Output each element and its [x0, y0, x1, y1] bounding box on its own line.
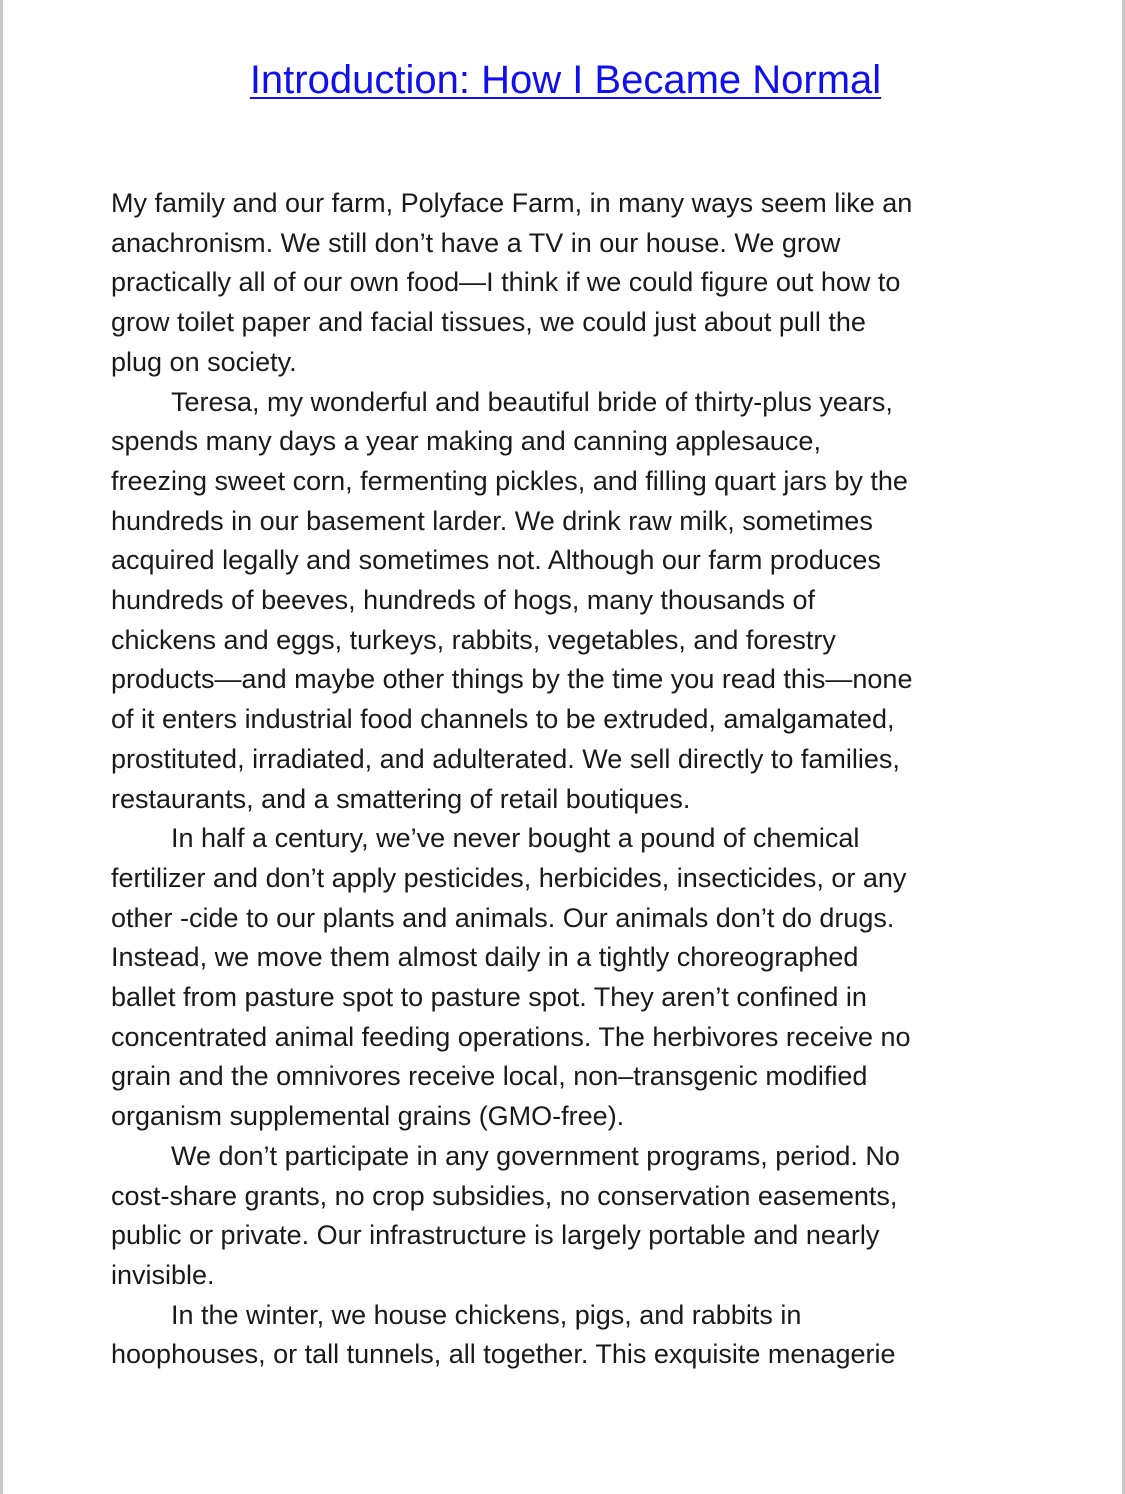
chapter-title-link[interactable]: Introduction: How I Became Normal: [249, 58, 882, 102]
text-line: hundreds of beeves, hundreds of hogs, many thousands of: [111, 585, 815, 616]
text-line: prostituted, irradiated, and adulterated. We sell directly to families,: [111, 743, 900, 774]
text-line: restaurants, and a smattering of retail boutiques.: [111, 783, 691, 814]
text-line: Teresa, my wonderful and beautiful bride of thirty-plus years,: [171, 386, 893, 417]
paragraph-3: [111, 819, 1016, 1137]
text-line: invisible.: [111, 1259, 215, 1290]
paragraph-1: [111, 184, 1016, 383]
text-line: cost-share grants, no crop subsidies, no conservation easements,: [111, 1180, 898, 1211]
text-line: organism supplemental grains (GMO-free).: [111, 1101, 625, 1132]
text-line: Instead, we move them almost daily in a tightly choreographed: [111, 942, 859, 973]
text-line: hundreds in our basement larder. We drink raw milk, sometimes: [111, 505, 873, 536]
text-line: anachronism. We still don’t have a TV in our house. We grow: [111, 227, 841, 258]
text-line: public or private. Our infrastructure is largely portable and nearly: [111, 1220, 880, 1251]
text-line: chickens and eggs, turkeys, rabbits, vegetables, and forestry: [111, 624, 836, 655]
text-line: practically all of our own food—I think if we could figure out how to: [111, 267, 901, 298]
paragraph-2: [111, 383, 1016, 820]
chapter-title: [3, 56, 1125, 104]
text-line: plug on society.: [111, 346, 297, 377]
text-line: fertilizer and don’t apply pesticides, herbicides, insecticides, or any: [111, 862, 907, 893]
text-line: of it enters industrial food channels to be extruded, amalgamated,: [111, 704, 895, 735]
paragraph-5: [111, 1296, 1016, 1375]
text-line: concentrated animal feeding operations. The herbivores receive no: [111, 1021, 911, 1052]
text-line: In the winter, we house chickens, pigs, and rabbits in: [171, 1299, 802, 1330]
text-line: In half a century, we’ve never bought a pound of chemical: [171, 823, 860, 854]
text-line: products—and maybe other things by the time you read this—none: [111, 664, 913, 695]
text-line: We don’t participate in any government programs, period. No: [171, 1140, 900, 1171]
text-line: freezing sweet corn, fermenting pickles, and filling quart jars by the: [111, 465, 908, 496]
paragraph-4: [111, 1137, 1016, 1296]
text-line: grow toilet paper and facial tissues, we could just about pull the: [111, 307, 866, 338]
text-line: hoophouses, or tall tunnels, all together. This exquisite menagerie: [111, 1339, 896, 1370]
text-line: acquired legally and sometimes not. Although our farm produces: [111, 545, 881, 576]
text-line: My family and our farm, Polyface Farm, in many ways seem like an: [111, 188, 913, 218]
text-line: spends many days a year making and canning applesauce,: [111, 426, 821, 457]
text-line: ballet from pasture spot to pasture spot. They aren’t confined in: [111, 982, 867, 1013]
document-body: [111, 184, 1016, 1375]
text-line: other -cide to our plants and animals. Our animals don’t do drugs.: [111, 902, 895, 933]
text-line: grain and the omnivores receive local, non–transgenic modified: [111, 1061, 868, 1092]
